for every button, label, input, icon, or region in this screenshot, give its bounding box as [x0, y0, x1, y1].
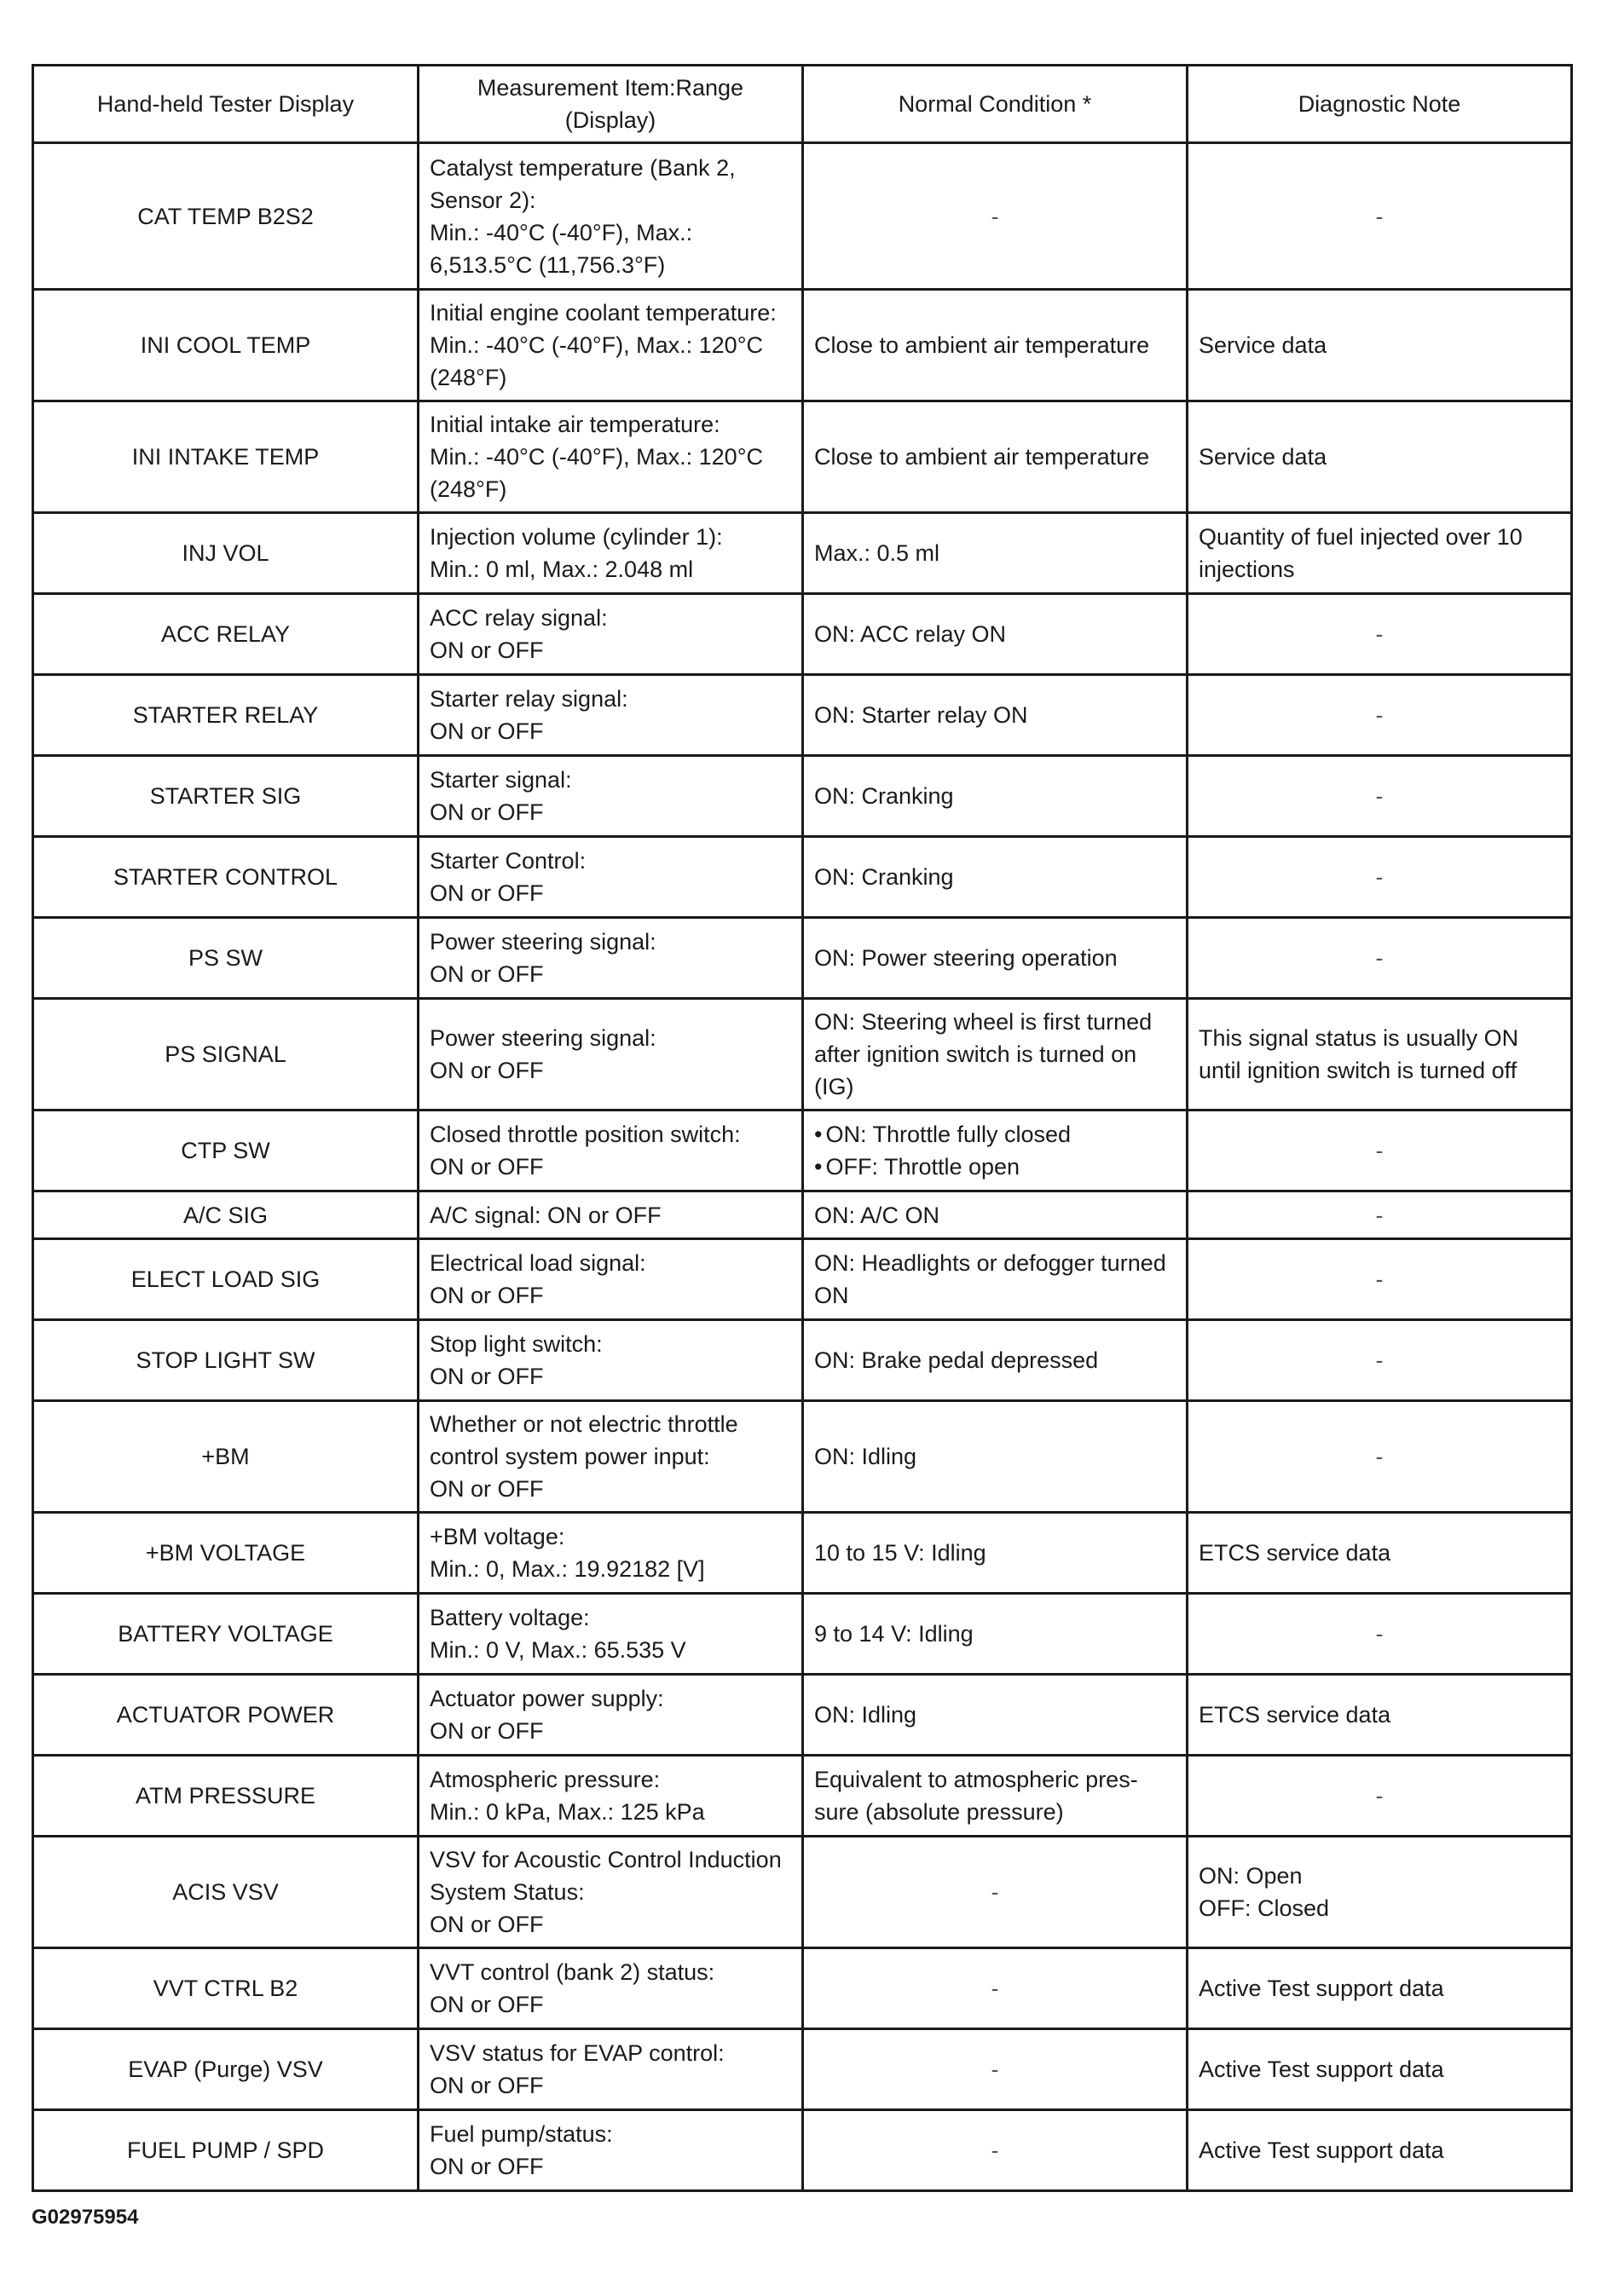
header-measurement-item — [419, 66, 803, 143]
diagnostic-note-cell-line: Active Test support data — [1199, 1976, 1444, 2001]
table-row — [33, 1191, 1572, 1239]
tester-display-cell-line: ACTUATOR POWER — [116, 1702, 335, 1728]
diagnostic-note-cell — [1188, 1401, 1572, 1513]
normal-condition-cell-line: - — [991, 2137, 999, 2163]
diagnostic-note-cell-line: ETCS service data — [1199, 1702, 1391, 1728]
measurement-item-cell — [419, 756, 803, 837]
measurement-item-cell-line: A/C signal: ON or OFF — [430, 1202, 662, 1228]
diagnostic-data-table — [32, 64, 1573, 2192]
measurement-item-cell-line: Battery voltage: — [430, 1605, 590, 1630]
table-row — [33, 1756, 1572, 1837]
measurement-item-cell — [419, 1837, 803, 1948]
measurement-item-cell-line: 6,513.5°C (11,756.3°F) — [430, 251, 666, 278]
normal-condition-cell — [803, 1675, 1188, 1756]
tester-display-cell — [33, 2110, 419, 2191]
normal-condition-cell-line: ON: Cranking — [814, 783, 954, 809]
tester-display-cell-line: +BM — [201, 1444, 250, 1469]
tester-display-cell — [33, 1239, 419, 1320]
normal-condition-cell — [803, 1756, 1188, 1837]
diagnostic-note-cell-line: Service data — [1199, 332, 1327, 358]
measurement-item-cell-line: Min.: 0 V, Max.: 65.535 V — [430, 1637, 686, 1663]
table-row — [33, 1948, 1572, 2029]
diagnostic-note-cell-line: - — [1375, 1444, 1384, 1469]
diagnostic-note-cell — [1188, 1513, 1572, 1594]
normal-condition-cell — [803, 756, 1188, 837]
measurement-item-cell-line: Starter Control: — [430, 848, 587, 874]
normal-condition-cell — [803, 1948, 1188, 2029]
normal-condition-cell-line: • OFF: Throttle open — [814, 1151, 1176, 1183]
table-row — [33, 918, 1572, 999]
normal-condition-cell — [803, 1239, 1188, 1320]
tester-display-cell-line: +BM VOLTAGE — [145, 1540, 306, 1566]
measurement-item-cell-line: Catalyst temperature (Bank 2, — [430, 154, 736, 181]
measurement-item-cell-line: Stop light switch: — [430, 1331, 603, 1357]
normal-condition-cell — [803, 594, 1188, 675]
tester-display-cell — [33, 1594, 419, 1675]
normal-condition-cell-line: ON: Brake pedal depressed — [814, 1347, 1099, 1373]
tester-display-cell — [33, 837, 419, 918]
diagnostic-note-cell — [1188, 143, 1572, 290]
diagnostic-note-cell — [1188, 290, 1572, 401]
measurement-item-cell — [419, 999, 803, 1111]
diagnostic-note-cell-line: - — [1375, 1138, 1384, 1163]
diagnostic-note-cell-line: Active Test support data — [1199, 2057, 1444, 2082]
measurement-item-cell-line: Whether or not electric throttle — [430, 1411, 738, 1437]
tester-display-cell — [33, 1948, 419, 2029]
normal-condition-cell — [803, 2110, 1188, 2191]
normal-condition-cell — [803, 2029, 1188, 2110]
tester-display-cell-line: INJ VOL — [182, 540, 269, 566]
tester-display-cell-line: INI COOL TEMP — [140, 332, 311, 358]
table-row — [33, 837, 1572, 918]
normal-condition-cell — [803, 837, 1188, 918]
tester-display-cell-line: BATTERY VOLTAGE — [118, 1621, 333, 1647]
measurement-item-cell-line: Min.: 0 kPa, Max.: 125 kPa — [430, 1799, 705, 1825]
header-measurement-line: (Display) — [564, 107, 656, 133]
measurement-item-cell-line: System Status: — [430, 1879, 585, 1905]
measurement-item-cell-line: ON or OFF — [430, 880, 544, 906]
table-body — [33, 143, 1572, 2191]
table-row — [33, 143, 1572, 290]
table-row — [33, 513, 1572, 594]
measurement-item-cell-line: ON or OFF — [430, 1912, 544, 1937]
tester-display-cell — [33, 401, 419, 513]
diagnostic-note-cell-line: - — [1375, 702, 1384, 728]
diagnostic-note-cell-line: - — [1375, 621, 1384, 647]
header-normal-condition: Normal Condition * — [803, 66, 1188, 143]
normal-condition-cell — [803, 513, 1188, 594]
normal-condition-cell — [803, 1111, 1188, 1191]
measurement-item-cell — [419, 401, 803, 513]
diagnostic-note-cell — [1188, 918, 1572, 999]
measurement-item-cell — [419, 1401, 803, 1513]
diagnostic-note-cell — [1188, 1111, 1572, 1191]
tester-display-cell — [33, 1320, 419, 1401]
normal-condition-cell-line: ON: Headlights or defogger turned — [814, 1250, 1166, 1276]
measurement-item-cell-line: Min.: -40°C (-40°F), Max.: 120°C — [430, 332, 763, 358]
measurement-item-cell-line: ON or OFF — [430, 1992, 544, 2017]
diagnostic-note-cell — [1188, 594, 1572, 675]
normal-condition-cell-line: 10 to 15 V: Idling — [814, 1540, 986, 1566]
diagnostic-note-cell-line: ON: Open — [1199, 1863, 1303, 1889]
tester-display-cell — [33, 1111, 419, 1191]
tester-display-cell — [33, 594, 419, 675]
diagnostic-note-cell — [1188, 999, 1572, 1111]
tester-display-cell — [33, 1756, 419, 1837]
normal-condition-cell-line: ON: Cranking — [814, 864, 954, 890]
tester-display-cell — [33, 756, 419, 837]
table-row — [33, 1594, 1572, 1675]
table-row — [33, 1837, 1572, 1948]
diagnostic-note-cell-line: OFF: Closed — [1199, 1895, 1330, 1921]
measurement-item-cell-line: ON or OFF — [430, 1283, 544, 1308]
measurement-item-cell — [419, 1594, 803, 1675]
tester-display-cell-line: ATM PRESSURE — [135, 1783, 316, 1809]
diagnostic-note-cell — [1188, 1320, 1572, 1401]
measurement-item-cell — [419, 1948, 803, 2029]
diagnostic-note-cell — [1188, 2110, 1572, 2191]
table-row — [33, 401, 1572, 513]
normal-condition-cell — [803, 1513, 1188, 1594]
measurement-item-cell-line: ON or OFF — [430, 1718, 544, 1744]
tester-display-cell-line: INI INTAKE TEMP — [131, 444, 320, 470]
diagnostic-note-cell-line: - — [1375, 1621, 1384, 1647]
table-row — [33, 594, 1572, 675]
measurement-item-cell — [419, 1675, 803, 1756]
normal-condition-cell — [803, 999, 1188, 1111]
diagnostic-note-cell — [1188, 1675, 1572, 1756]
measurement-item-cell-line: ON or OFF — [430, 799, 544, 825]
normal-condition-cell-line: Close to ambient air temperature — [814, 444, 1150, 470]
measurement-item-cell — [419, 2029, 803, 2110]
measurement-item-cell — [419, 1756, 803, 1837]
measurement-item-cell-line: +BM voltage: — [430, 1524, 565, 1549]
tester-display-cell — [33, 143, 419, 290]
normal-condition-cell-line: Equivalent to atmospheric pres- — [814, 1767, 1138, 1792]
tester-display-cell-line: ACIS VSV — [172, 1879, 279, 1905]
tester-display-cell-line: PS SIGNAL — [165, 1041, 286, 1067]
diagnostic-note-cell-line: injections — [1199, 557, 1295, 582]
diagnostic-note-cell-line: - — [1375, 1202, 1384, 1228]
normal-condition-cell — [803, 675, 1188, 756]
tester-display-cell — [33, 290, 419, 401]
tester-display-cell-line: ELECT LOAD SIG — [130, 1266, 321, 1292]
normal-condition-cell-line: Close to ambient air temperature — [814, 332, 1150, 358]
table-row — [33, 1675, 1572, 1756]
tester-display-cell — [33, 918, 419, 999]
diagnostic-note-cell-line: ETCS service data — [1199, 1540, 1391, 1566]
measurement-item-cell-line: Actuator power supply: — [430, 1686, 664, 1711]
normal-condition-cell-line: ON: Starter relay ON — [814, 702, 1028, 728]
diagnostic-note-cell — [1188, 2029, 1572, 2110]
tester-display-cell-line: EVAP (Purge) VSV — [128, 2057, 323, 2082]
diagnostic-note-cell-line: - — [1375, 864, 1384, 890]
diagnostic-note-cell-line: Quantity of fuel injected over 10 — [1199, 524, 1523, 550]
normal-condition-cell-line: ON: Power steering operation — [814, 945, 1118, 971]
tester-display-cell — [33, 1191, 419, 1239]
table-row — [33, 1239, 1572, 1320]
measurement-item-cell — [419, 143, 803, 290]
measurement-item-cell-line: VSV status for EVAP control: — [430, 2040, 725, 2066]
measurement-item-cell-line: ON or OFF — [430, 961, 544, 987]
normal-condition-cell — [803, 401, 1188, 513]
measurement-item-cell-line: Electrical load signal: — [430, 1250, 646, 1276]
diagnostic-note-cell-line: - — [1375, 1783, 1384, 1809]
table-row — [33, 999, 1572, 1111]
normal-condition-cell-line: - — [991, 1976, 999, 2001]
normal-condition-cell-line: sure (absolute pressure) — [814, 1799, 1064, 1825]
diagnostic-note-cell-line: - — [1375, 945, 1384, 971]
measurement-item-cell-line: Closed throttle position switch: — [430, 1122, 741, 1147]
measurement-item-cell-line: Min.: -40°C (-40°F), Max.: 120°C — [430, 444, 763, 470]
tester-display-cell-line: FUEL PUMP / SPD — [126, 2137, 325, 2163]
diagnostic-note-cell — [1188, 1756, 1572, 1837]
normal-condition-cell — [803, 1320, 1188, 1401]
tester-display-cell-line: STARTER RELAY — [132, 702, 319, 728]
normal-condition-cell-line: ON: A/C ON — [814, 1202, 940, 1228]
measurement-item-cell-line: (248°F) — [430, 365, 507, 390]
diagnostic-note-cell-line: - — [1375, 1347, 1384, 1373]
normal-condition-cell-line: after ignition switch is turned on — [814, 1041, 1137, 1067]
tester-display-cell-line: PS SW — [188, 945, 263, 971]
measurement-item-cell-line: Min.: 0 ml, Max.: 2.048 ml — [430, 557, 694, 582]
tester-display-cell-line: STOP LIGHT SW — [136, 1347, 315, 1373]
measurement-item-cell-line: Power steering signal: — [430, 1025, 656, 1051]
diagnostic-note-cell — [1188, 401, 1572, 513]
measurement-item-cell-line: Min.: 0, Max.: 19.92182 [V] — [430, 1556, 705, 1582]
measurement-item-cell — [419, 1320, 803, 1401]
table-header-row — [33, 66, 1572, 143]
table-row — [33, 290, 1572, 401]
diagnostic-note-cell-line: Service data — [1199, 444, 1327, 470]
table-row — [33, 1401, 1572, 1513]
table-row — [33, 1513, 1572, 1594]
measurement-item-cell-line: Starter relay signal: — [430, 686, 628, 712]
tester-display-cell — [33, 1675, 419, 1756]
normal-condition-cell-line: 9 to 14 V: Idling — [814, 1621, 974, 1647]
measurement-item-cell-line: (248°F) — [430, 476, 507, 502]
measurement-item-cell — [419, 594, 803, 675]
table-row — [33, 2029, 1572, 2110]
tester-display-cell — [33, 1401, 419, 1513]
normal-condition-cell — [803, 918, 1188, 999]
diagnostic-note-cell-line: Active Test support data — [1199, 2137, 1444, 2163]
normal-condition-cell — [803, 1594, 1188, 1675]
measurement-item-cell-line: Atmospheric pressure: — [430, 1767, 661, 1792]
normal-condition-cell — [803, 290, 1188, 401]
header-tester-display: Hand-held Tester Display — [33, 66, 419, 143]
diagnostic-note-cell — [1188, 1594, 1572, 1675]
normal-condition-cell-line: ON: Idling — [814, 1702, 917, 1728]
table-row — [33, 1111, 1572, 1191]
normal-condition-cell-line: (IG) — [814, 1074, 854, 1099]
tester-display-cell-line: CTP SW — [181, 1138, 270, 1163]
measurement-item-cell — [419, 513, 803, 594]
diagnostic-note-cell-line: until ignition switch is turned off — [1199, 1058, 1517, 1083]
tester-display-cell — [33, 999, 419, 1111]
tester-display-cell — [33, 675, 419, 756]
table-row — [33, 2110, 1572, 2191]
tester-display-cell — [33, 1513, 419, 1594]
table-row — [33, 675, 1572, 756]
measurement-item-cell — [419, 918, 803, 999]
measurement-item-cell-line: Injection volume (cylinder 1): — [430, 524, 723, 550]
diagnostic-note-cell — [1188, 675, 1572, 756]
measurement-item-cell — [419, 1111, 803, 1191]
measurement-item-cell-line: Initial intake air temperature: — [430, 412, 720, 437]
normal-condition-cell-line: - — [991, 203, 999, 229]
normal-condition-cell-line: - — [991, 1879, 999, 1905]
tester-display-cell-line: VVT CTRL B2 — [153, 1976, 298, 2001]
tester-display-cell-line: STARTER CONTROL — [113, 864, 338, 890]
diagnostic-note-cell — [1188, 837, 1572, 918]
measurement-item-cell-line: ON or OFF — [430, 1364, 544, 1389]
figure-id: G02975954 — [32, 2206, 139, 2229]
measurement-item-cell — [419, 837, 803, 918]
diagnostic-note-cell-line: - — [1375, 203, 1384, 229]
diagnostic-note-cell-line: This signal status is usually ON — [1199, 1025, 1519, 1051]
measurement-item-cell — [419, 1513, 803, 1594]
normal-condition-cell-line: ON: Idling — [814, 1444, 917, 1469]
measurement-item-cell-line: control system power input: — [430, 1444, 710, 1469]
tester-display-cell — [33, 1837, 419, 1948]
normal-condition-cell — [803, 1191, 1188, 1239]
measurement-item-cell-line: ON or OFF — [430, 1476, 544, 1502]
normal-condition-cell — [803, 143, 1188, 290]
measurement-item-cell — [419, 1191, 803, 1239]
tester-display-cell-line: A/C SIG — [182, 1202, 269, 1228]
tester-display-cell-line: ACC RELAY — [160, 621, 291, 647]
measurement-item-cell — [419, 675, 803, 756]
measurement-item-cell-line: Fuel pump/status: — [430, 2121, 613, 2147]
measurement-item-cell-line: VVT control (bank 2) status: — [430, 1959, 715, 1985]
diagnostic-note-cell — [1188, 1837, 1572, 1948]
header-measurement-line: Measurement Item:Range — [477, 75, 744, 101]
normal-condition-cell-line: Max.: 0.5 ml — [814, 540, 940, 566]
measurement-item-cell-line: VSV for Acoustic Control Induction — [430, 1847, 782, 1872]
measurement-item-cell-line: Initial engine coolant temperature: — [430, 300, 777, 326]
measurement-item-cell-line: ACC relay signal: — [430, 605, 608, 631]
tester-display-cell — [33, 513, 419, 594]
diagnostic-note-cell — [1188, 1239, 1572, 1320]
normal-condition-cell-line: ON: Steering wheel is first turned — [814, 1009, 1153, 1035]
tester-display-cell — [33, 2029, 419, 2110]
diagnostic-note-cell-line: - — [1375, 1266, 1384, 1292]
measurement-item-cell-line: Starter signal: — [430, 767, 572, 793]
tester-display-cell-line: CAT TEMP B2S2 — [137, 203, 314, 229]
table-row — [33, 1320, 1572, 1401]
measurement-item-cell-line: Sensor 2): — [430, 187, 536, 213]
measurement-item-cell-line: ON or OFF — [430, 2073, 544, 2098]
measurement-item-cell — [419, 290, 803, 401]
normal-condition-cell-line: ON — [814, 1283, 849, 1308]
measurement-item-cell-line: ON or OFF — [430, 718, 544, 744]
diagnostic-note-cell-line: - — [1375, 783, 1384, 809]
measurement-item-cell-line: ON or OFF — [430, 1058, 544, 1083]
table-row — [33, 756, 1572, 837]
diagnostic-note-cell — [1188, 513, 1572, 594]
measurement-item-cell-line: ON or OFF — [430, 637, 544, 663]
measurement-item-cell-line: ON or OFF — [430, 1154, 544, 1180]
measurement-item-cell — [419, 2110, 803, 2191]
normal-condition-cell — [803, 1401, 1188, 1513]
header-diagnostic-note: Diagnostic Note — [1188, 66, 1572, 143]
diagnostic-note-cell — [1188, 756, 1572, 837]
diagnostic-note-cell — [1188, 1948, 1572, 2029]
normal-condition-cell — [803, 1837, 1188, 1948]
measurement-item-cell — [419, 1239, 803, 1320]
tester-display-cell-line: STARTER SIG — [149, 783, 302, 809]
normal-condition-cell-line: • ON: Throttle fully closed — [814, 1118, 1176, 1151]
measurement-item-cell-line: Min.: -40°C (-40°F), Max.: — [430, 219, 693, 245]
measurement-item-cell-line: Power steering signal: — [430, 929, 656, 955]
normal-condition-cell-line: ON: ACC relay ON — [814, 621, 1007, 647]
normal-condition-cell-line: - — [991, 2057, 999, 2082]
diagnostic-note-cell — [1188, 1191, 1572, 1239]
measurement-item-cell-line: ON or OFF — [430, 2154, 544, 2179]
